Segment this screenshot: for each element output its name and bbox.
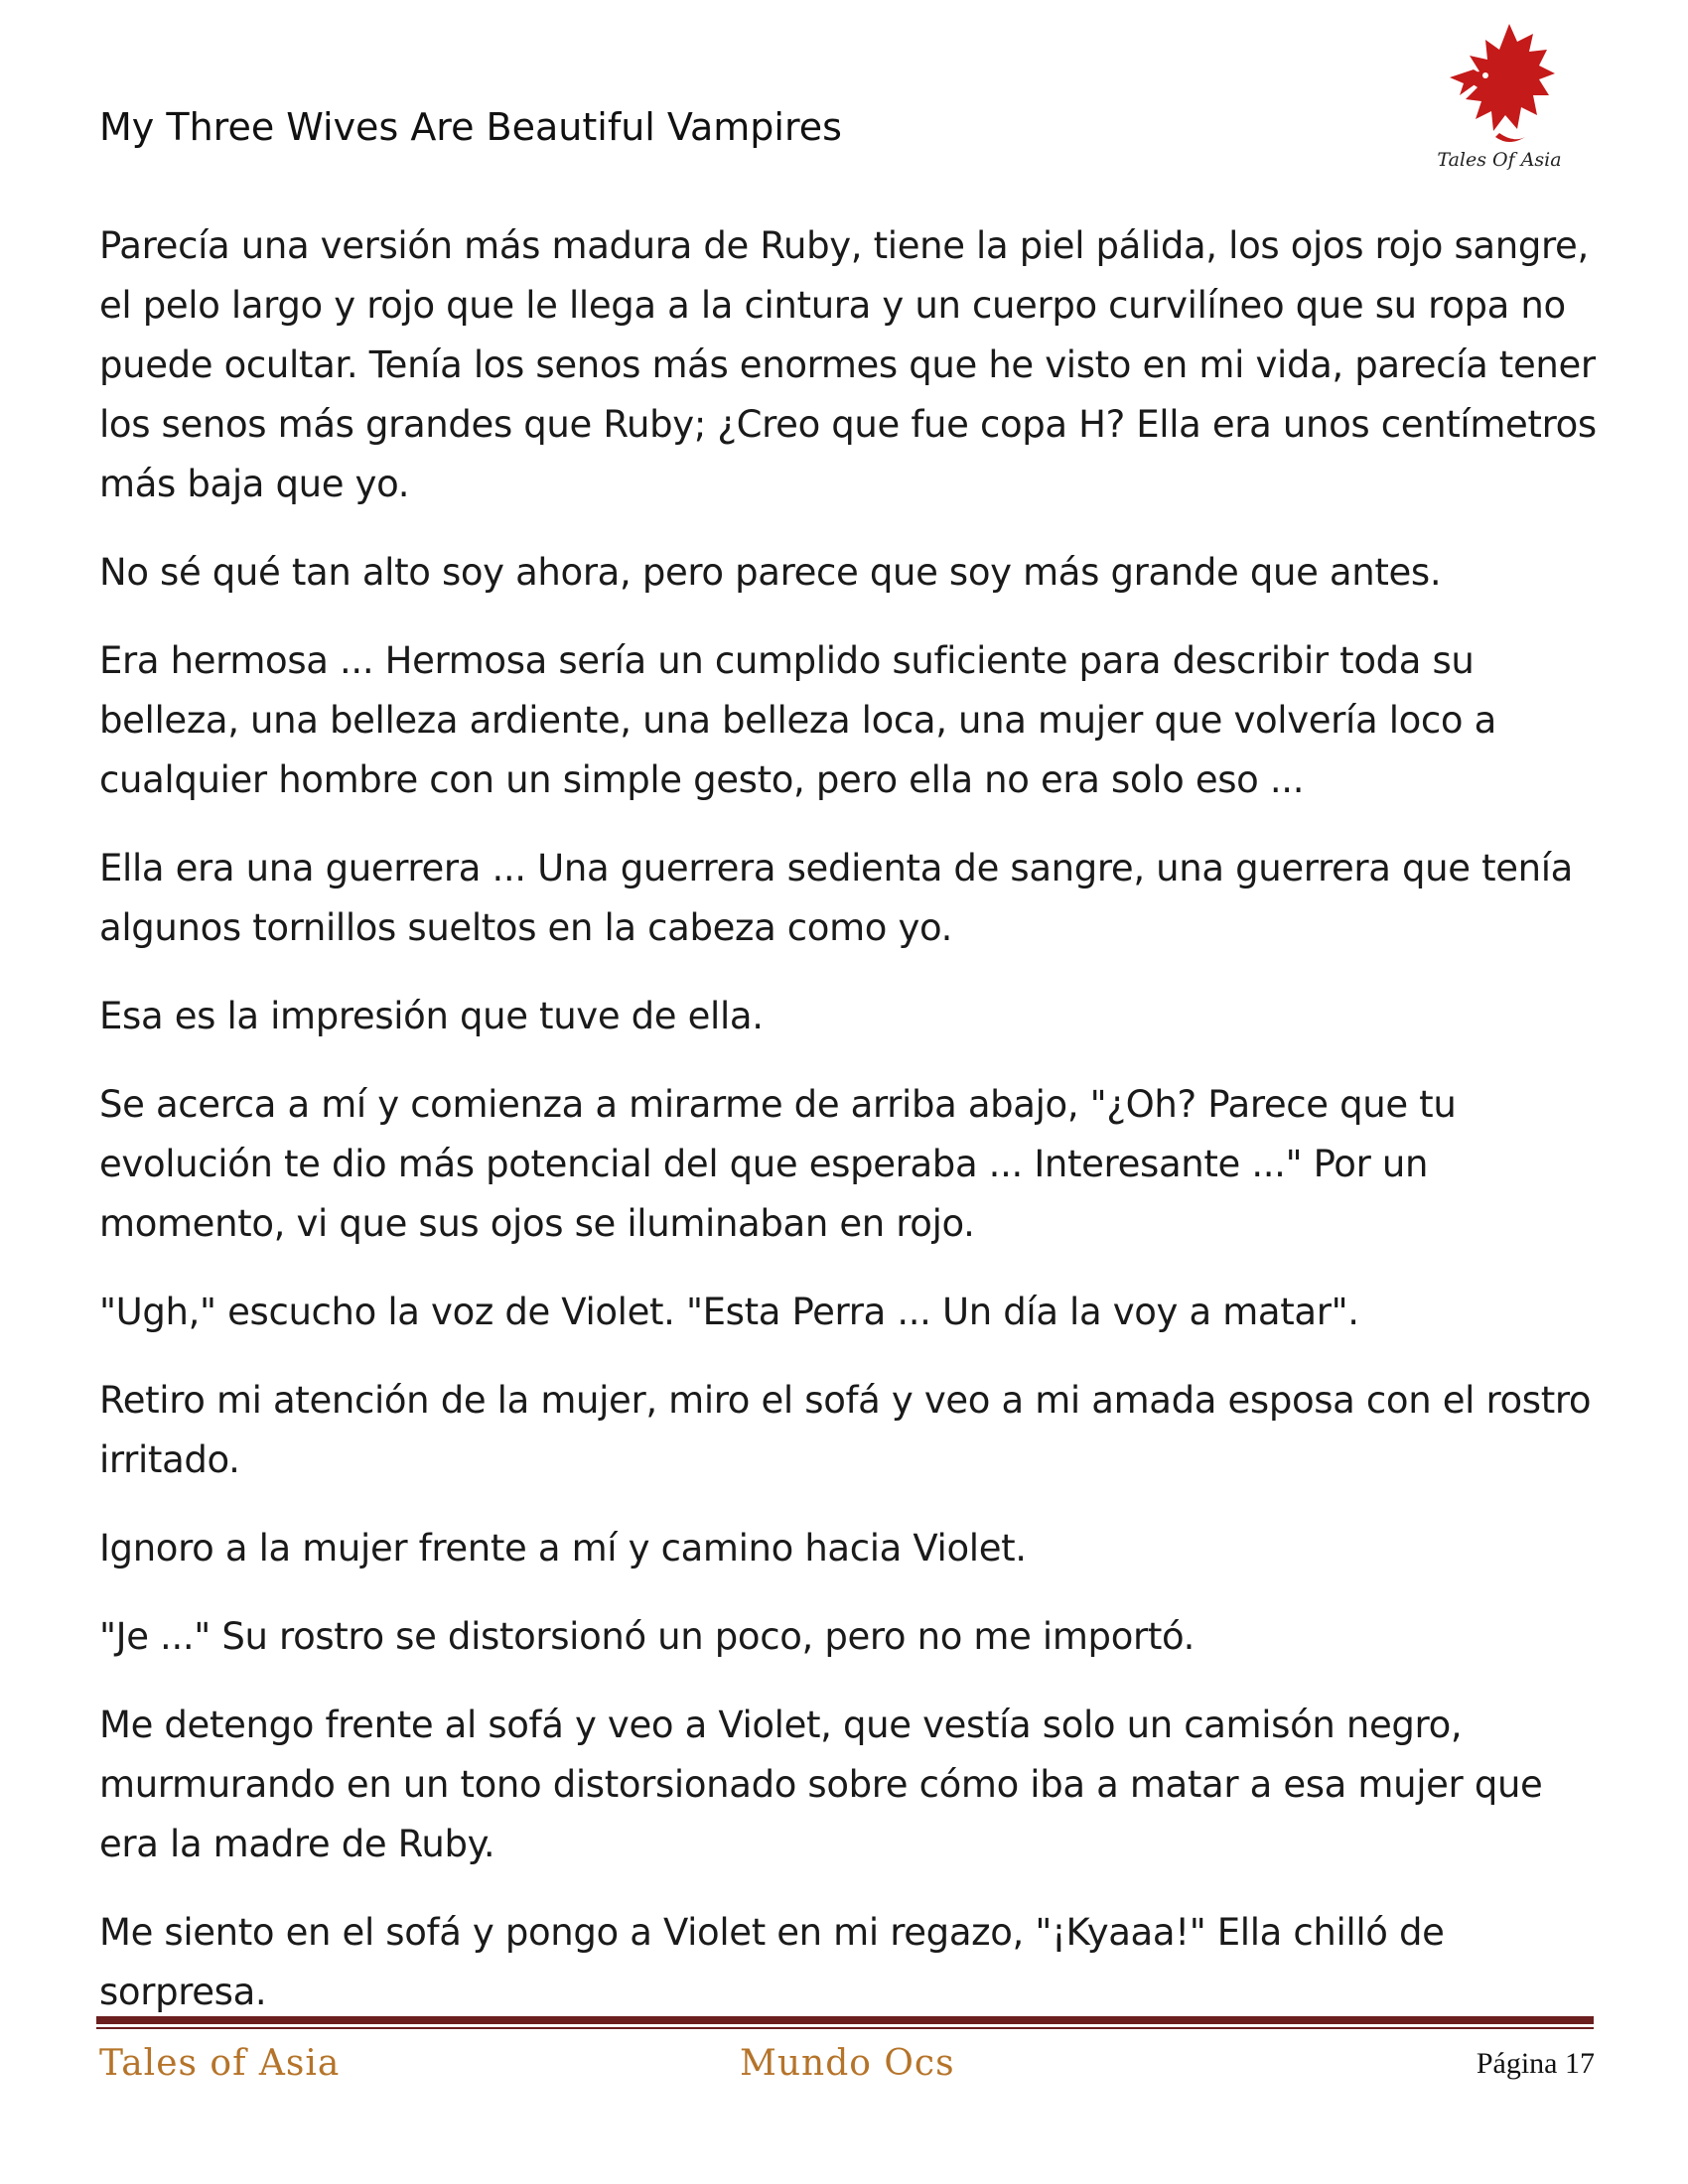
red-dragon-icon <box>1430 20 1569 149</box>
paragraph: "Je ..." Su rostro se distorsionó un poco, pero no me importó. <box>99 1615 1196 1658</box>
paragraph: Ella era una guerrera ... Una guerrera sedienta de sangre, una guerrera que tenía algunos tornillos sueltos en la cabeza como yo. <box>99 847 1574 949</box>
paragraph: Esa es la impresión que tuve de ella. <box>99 995 764 1037</box>
paragraph: Me siento en el sofá y pongo a Violet en mi regazo, "¡Kyaaa!" Ella chilló de sorpresa. <box>99 1911 1445 2013</box>
page-footer <box>99 2043 1595 2093</box>
paragraph: "Ugh," escucho la voz de Violet. "Esta Perra ... Un día la voy a matar". <box>99 1291 1359 1333</box>
logo <box>1430 20 1569 179</box>
footer-divider <box>96 2016 1594 2024</box>
document-title: My Three Wives Are Beautiful Vampires <box>99 105 842 149</box>
logo-text: Tales Of Asia <box>1437 149 1562 171</box>
footer-section: Mundo Ocs <box>740 2043 955 2084</box>
paragraph: Retiro mi atención de la mujer, miro el sofá y veo a mi amada esposa con el rostro irritado. <box>99 1379 1592 1481</box>
paragraph: Ignoro a la mujer frente a mí y camino hacia Violet. <box>99 1527 1027 1570</box>
paragraph: Era hermosa ... Hermosa sería un cumplido suficiente para describir toda su belleza, una belleza ardiente, una belleza loca, una mujer que volvería loco a cualquier hombre con un simple gesto, pero ella no era solo eso ... <box>99 639 1496 801</box>
paragraph: No sé qué tan alto soy ahora, pero parece que soy más grande que antes. <box>99 551 1442 594</box>
page-number: Página 17 <box>1476 2047 1595 2080</box>
paragraph: Parecía una versión más madura de Ruby, tiene la piel pálida, los ojos rojo sangre, el pelo largo y rojo que le llega a la cintura y un cuerpo curvilíneo que su ropa no puede ocultar. Tenía los senos más enormes que he visto en mi vida, parecía tener los senos más grandes que Ruby; ¿Creo que fue copa H? Ella era unos centímetros más baja que yo. <box>99 224 1597 505</box>
footer-publisher: Tales of Asia <box>99 2043 341 2084</box>
body-text <box>99 216 1599 2051</box>
footer-divider-thin <box>96 2027 1594 2029</box>
paragraph: Me detengo frente al sofá y veo a Violet, que vestía solo un camisón negro, murmurando en un tono distorsionado sobre cómo iba a matar a esa mujer que era la madre de Ruby. <box>99 1704 1543 1865</box>
paragraph: Se acerca a mí y comienza a mirarme de arriba abajo, "¿Oh? Parece que tu evolución te dio más potencial del que esperaba ... Interesante ..." Por un momento, vi que sus ojos se iluminaban en rojo. <box>99 1083 1457 1245</box>
